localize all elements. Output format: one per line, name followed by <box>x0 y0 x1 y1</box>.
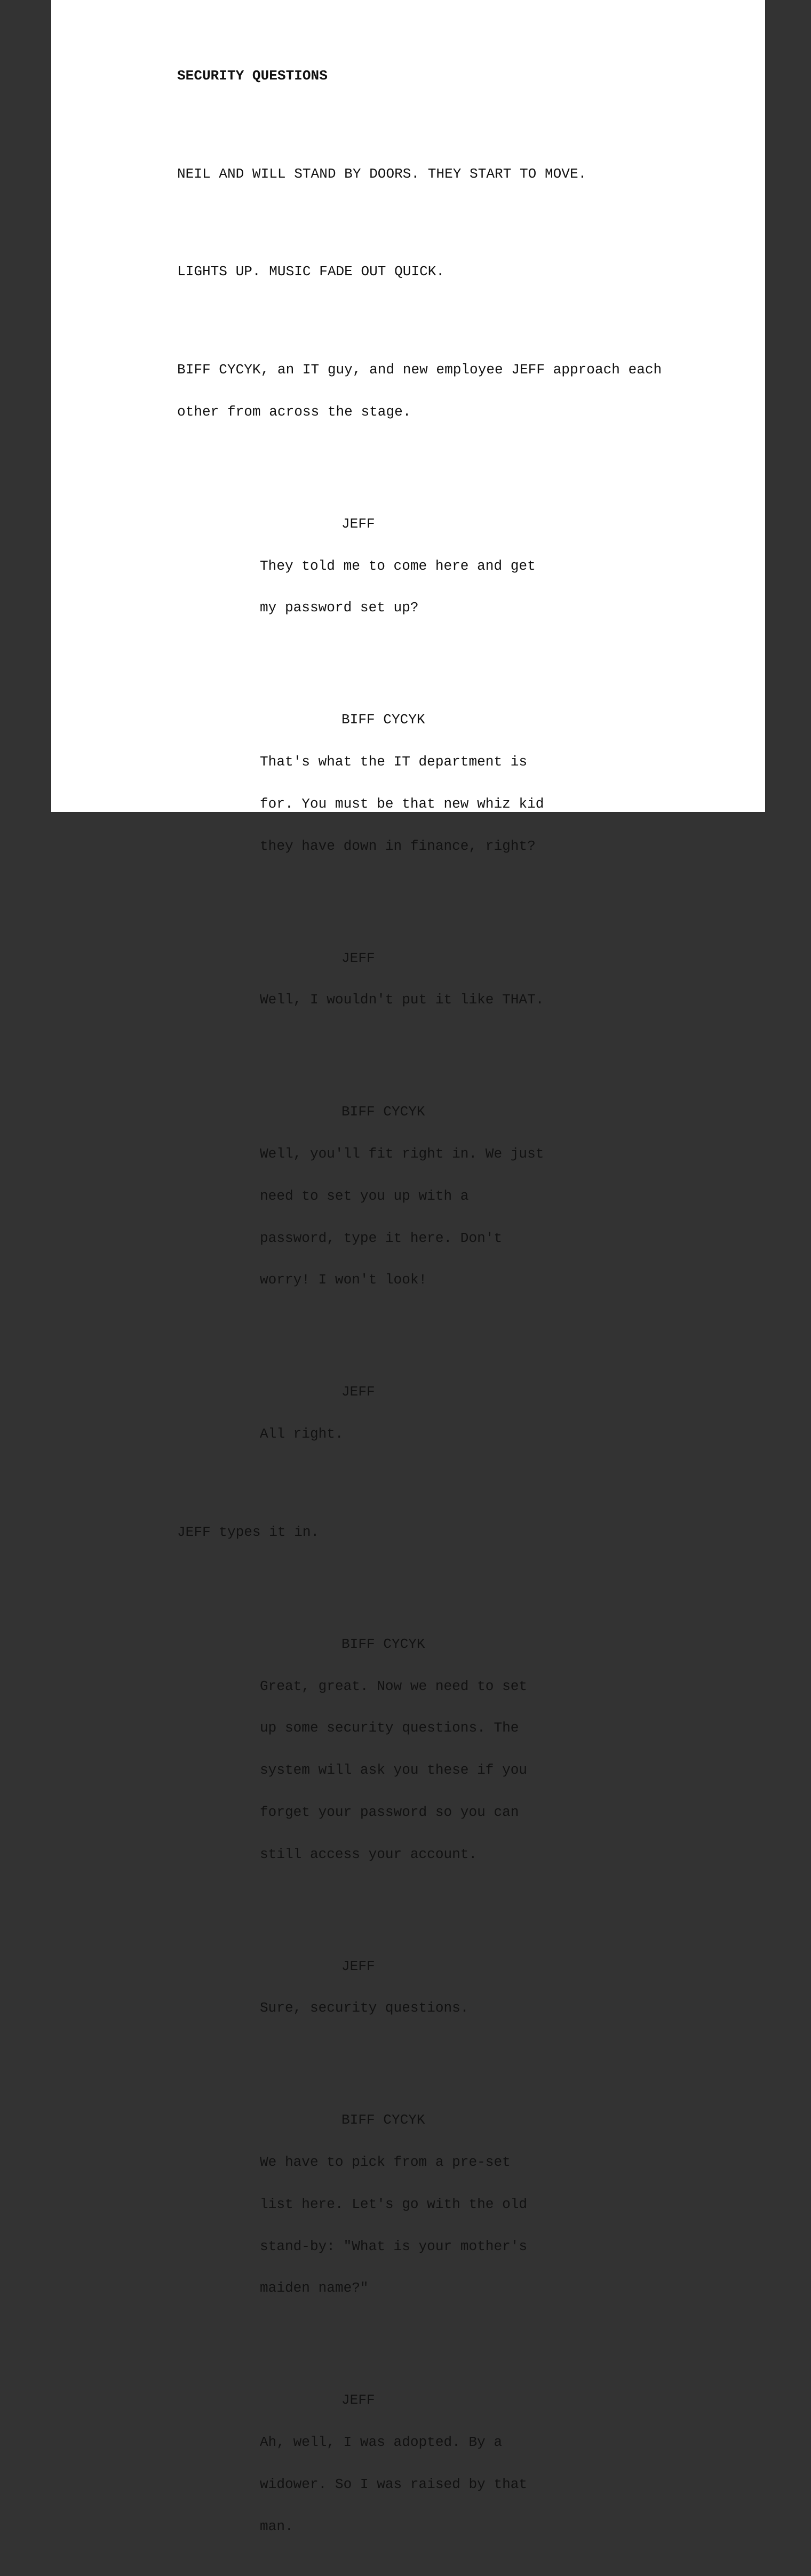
dialogue-line: forget your password so you can <box>260 1804 519 1820</box>
screenplay-body <box>177 27 662 2575</box>
action-line: LIGHTS UP. MUSIC FADE OUT QUICK. <box>177 264 445 280</box>
spacer <box>177 643 662 657</box>
dialogue-line: maiden name?" <box>260 2280 369 2296</box>
dialogue-line: We have to pick from a pre-set <box>260 2154 511 2170</box>
action-line: other from across the stage. <box>177 403 411 420</box>
spacer <box>177 2043 662 2057</box>
action-line: BIFF CYCYK, an IT guy, and new employee JEFF approach each <box>177 362 662 378</box>
dialogue-line: need to set you up with a <box>260 1187 469 1204</box>
spacer <box>177 1889 662 1903</box>
character-cue: JEFF <box>341 950 375 966</box>
character-cue: BIFF CYCYK <box>341 1104 425 1120</box>
spacer <box>177 1035 662 1049</box>
dialogue-line: man. <box>260 2518 293 2534</box>
dialogue-line: system will ask you these if you <box>260 1762 528 1778</box>
dialogue-line: up some security questions. The <box>260 1720 519 1736</box>
dialogue-line: Great, great. Now we need to set <box>260 1678 528 1694</box>
character-cue: BIFF CYCYK <box>341 2112 425 2128</box>
spacer <box>177 111 662 125</box>
character-cue: JEFF <box>341 515 375 532</box>
spacer <box>177 1315 662 1329</box>
dialogue-line: Ah, well, I was adopted. By a <box>260 2434 503 2450</box>
spacer <box>177 1469 662 1483</box>
dialogue-line: they have down in finance, right? <box>260 838 536 854</box>
character-cue: BIFF CYCYK <box>341 712 425 728</box>
script-page <box>51 0 765 2534</box>
dialogue-line: Well, you'll fit right in. We just <box>260 1146 544 1162</box>
character-cue: BIFF CYCYK <box>341 1636 425 1652</box>
character-cue: JEFF <box>341 1384 375 1400</box>
spacer <box>177 209 662 222</box>
dialogue-line: for. You must be that new whiz kid <box>260 795 544 812</box>
dialogue-line: They told me to come here and get <box>260 557 536 574</box>
spacer <box>177 1567 662 1581</box>
dialogue-line: Sure, security questions. <box>260 2000 469 2016</box>
dialogue-line: stand-by: "What is your mother's <box>260 2238 528 2254</box>
spacer <box>177 881 662 895</box>
dialogue-line: Well, I wouldn't put it like THAT. <box>260 992 544 1008</box>
dialogue-line: password, type it here. Don't <box>260 1230 503 1246</box>
character-cue: JEFF <box>341 1958 375 1974</box>
character-cue: JEFF <box>341 2392 375 2408</box>
scene-title: SECURITY QUESTIONS <box>177 67 328 84</box>
spacer <box>177 447 662 461</box>
dialogue-line: my password set up? <box>260 600 419 616</box>
spacer <box>177 2323 662 2337</box>
action-line: NEIL AND WILL STAND BY DOORS. THEY START TO MOVE. <box>177 165 587 182</box>
dialogue-line: All right. <box>260 1426 344 1442</box>
dialogue-line: still access your account. <box>260 1846 478 1862</box>
action-line: JEFF types it in. <box>177 1524 320 1540</box>
dialogue-line: list here. Let's go with the old <box>260 2196 528 2212</box>
dialogue-line: That's what the IT department is <box>260 754 528 770</box>
spacer <box>177 307 662 321</box>
dialogue-line: widower. So I was raised by that <box>260 2476 528 2492</box>
dialogue-line: worry! I won't look! <box>260 1272 427 1288</box>
